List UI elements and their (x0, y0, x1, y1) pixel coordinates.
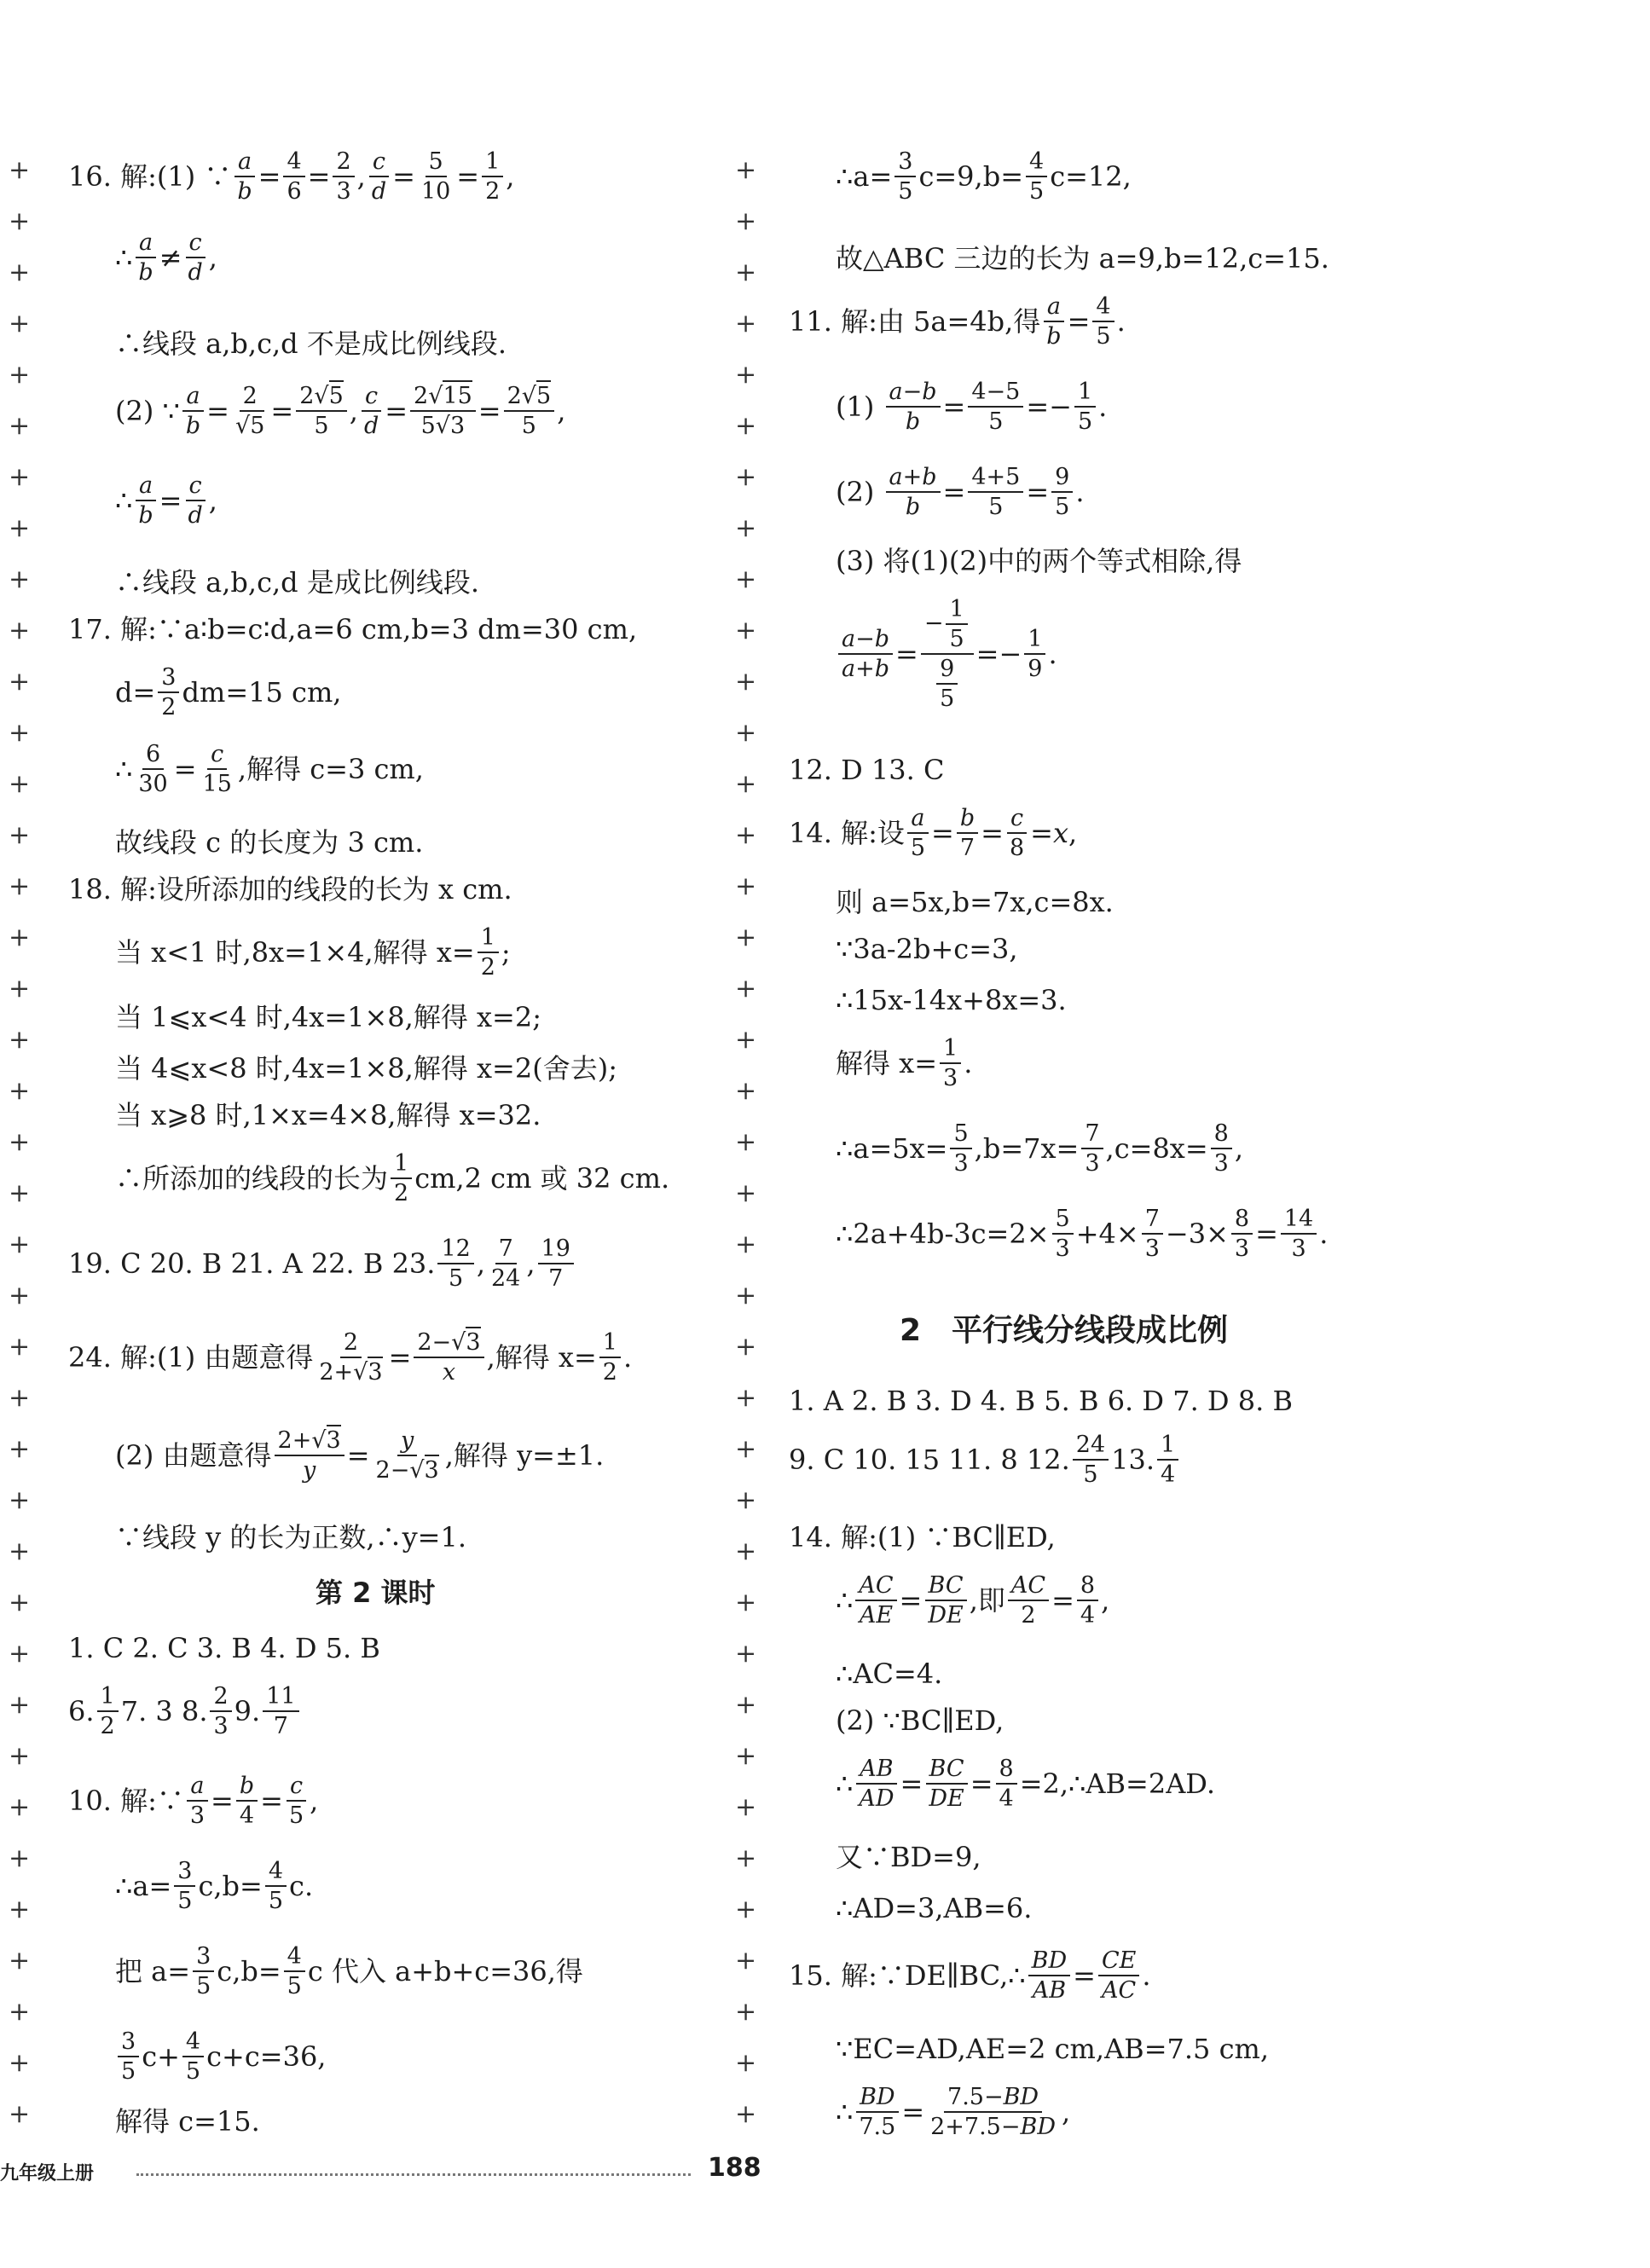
line-text: . (1116, 304, 1126, 338)
fraction: $\frac{2-√3}{x}$ (414, 1330, 483, 1385)
line-text: (2) ∵ (115, 394, 180, 427)
fraction: $\frac{1}{2}$ (482, 149, 503, 204)
fraction: $\frac{8}{4}$ (996, 1756, 1017, 1811)
problem-17-line-4: 故线段 c 的长度为 3 cm. (115, 826, 424, 859)
fraction: $\frac{a}{3}$ (187, 1773, 208, 1828)
line-text: ∴ (115, 240, 133, 274)
answers-9-13 (789, 1432, 1181, 1487)
geometry-14-line-5: ∴ $\frac{AB}{AD}$ = $\frac{BC}{DE}$ = $\frac{8}{4}$ =2,∴AB=2AD. (836, 1756, 1215, 1813)
problem-14-line-2: 则 a=5x,b=7x,c=8x. (836, 886, 1114, 918)
problem-11-line-4: (3) 将(1)(2)中的两个等式相除,得 (836, 545, 1242, 577)
line-text: c+c=36, (206, 2039, 327, 2073)
fraction: $\frac{a}{b}$ (234, 149, 255, 204)
line-text: (2) 由题意得 (115, 1438, 272, 1472)
fraction: $\frac{1}{4}$ (1157, 1432, 1178, 1487)
problem-10-line-2 (68, 1859, 313, 1913)
line-text: . (1142, 1958, 1151, 1992)
fraction: $\frac{9}{5}$ (936, 657, 958, 711)
problem-11-line-1: 11. 解:由 5a=4b,得 $\frac{a}{b}$ = $\frac{4}{5}$ . (789, 293, 1126, 350)
problem-14-line-4: ∴15x-14x+8x=3. (836, 984, 1067, 1016)
line-text: ∴a= (836, 159, 893, 193)
fraction: $\frac{5}{3}$ (1052, 1206, 1074, 1261)
fraction: $\frac{4}{5}$ (182, 2029, 204, 2084)
fraction: $\frac{AB}{AD}$ (855, 1756, 897, 1811)
problem-14-line-3: ∵3a-2b+c=3, (836, 933, 1018, 965)
geometry-14-line-4: (2) ∵BC∥ED, (836, 1704, 1004, 1737)
problem-24-line-1: 24. 解:(1) 由题意得 $\frac{2}{2+√3}$ = $\frac{2-√3}{x}$ ,解得 x= $\frac{1}{2}$ . (68, 1330, 632, 1385)
problem-14-line-7: ∴2a+4b-3c=2× $\frac{5}{3}$ +4× $\frac{7}{3}$ −3× $\frac{8}{3}$ = $\frac{14}{3}$ . (836, 1206, 1329, 1263)
line-text: . (622, 1340, 633, 1374)
line-text: c 代入 a+b+c=36,得 (307, 1954, 583, 1987)
fraction: $\frac{c}{15}$ (202, 741, 232, 798)
fraction: $\frac{7}{24}$ (490, 1235, 521, 1293)
answers-19-23: 19. C 20. B 21. A 22. B 23. $\frac{12}{5}$ , $\frac{7}{24}$ , $\frac{19}{7}$ (68, 1236, 576, 1291)
problem-14-line-5 (789, 1036, 972, 1091)
geometry-14-line-2: ∴ $\frac{AC}{AE}$ = $\frac{BC}{DE}$ ,即 $\frac{AC}{2}$ = $\frac{8}{4}$ , (836, 1572, 1110, 1629)
fraction: $\frac{4}{5}$ (1092, 294, 1114, 349)
fraction: $\frac{c}{d}$ (184, 230, 206, 285)
line-text: cm,2 cm 或 32 cm. (414, 1161, 670, 1195)
fraction: $\frac{b}{7}$ (957, 806, 978, 860)
fraction: $\frac{c}{5}$ (286, 1773, 307, 1828)
line-text: c=9,b= (918, 159, 1023, 193)
line-text: ∴ (836, 2095, 854, 2128)
fraction: $\frac{a}{b}$ (1043, 294, 1064, 349)
compound-fraction: − $\frac{1}{5}$ $\frac{9}{5}$ (921, 597, 974, 712)
line-text: (1) (836, 390, 875, 423)
fraction: $\frac{4-5}{5}$ (968, 379, 1023, 434)
fraction: $\frac{5}{3}$ (950, 1121, 971, 1176)
line-text: c,b= (198, 1869, 263, 1902)
problem-18-line-4: 当 4⩽x<8 时,4x=1×8,解得 x=2(舍去); (115, 1052, 617, 1085)
geometry-14-line-1: 14. 解:(1) ∵BC∥ED, (789, 1521, 1056, 1553)
fraction: $\frac{6}{30}$ (138, 741, 168, 798)
fraction: $\frac{c}{d}$ (368, 149, 390, 204)
fraction: $\frac{BC}{DE}$ (924, 1573, 966, 1628)
answers-1-5: 1. C 2. C 3. B 4. D 5. B (68, 1632, 380, 1664)
line-text: 7. 3 8. (120, 1694, 208, 1727)
line-text: 当 x<1 时,8x=1×4,解得 x= (115, 935, 475, 969)
fraction: $\frac{a}{b}$ (182, 384, 204, 438)
problem-16-line-5: ∴ $\frac{a}{b}$ = $\frac{c}{d}$ , (115, 472, 217, 529)
problem-10-cont-line-2: 故△ABC 三边的长为 a=9,b=12,c=15. (836, 242, 1329, 275)
fraction: $\frac{1}{2}$ (478, 925, 499, 980)
fraction: $\frac{3}{5}$ (193, 1944, 214, 1999)
line-text: c. (289, 1869, 314, 1902)
problem-10-line-1: 10. 解:∵ $\frac{a}{3}$ = $\frac{b}{4}$ = $\frac{c}{5}$ , (68, 1773, 319, 1830)
line-text: 把 a= (115, 1954, 191, 1987)
fraction: $\frac{2}{3}$ (210, 1684, 231, 1739)
problem-16-line-2: ∴ $\frac{a}{b}$ ≠ $\frac{c}{d}$ , (115, 229, 217, 286)
problem-18-line-3: 当 1⩽x<4 时,4x=1×8,解得 x=2; (115, 1001, 542, 1033)
fraction: $\frac{AC}{2}$ (1008, 1573, 1049, 1628)
line-text: ∴所添加的线段的长为 (115, 1161, 389, 1195)
line-text: ,解得 y=±1. (444, 1438, 605, 1472)
line-text: , (1062, 2095, 1071, 2128)
fraction: $\frac{2+√3}{y}$ (275, 1428, 344, 1483)
fraction: $\frac{8}{3}$ (1231, 1206, 1253, 1261)
geometry-15-line-1: 15. 解:∵DE∥BC,∴ $\frac{BD}{AB}$ = $\frac{CE}{AC}$ . (789, 1947, 1151, 2005)
fraction: $\frac{2√5}{5}$ (296, 384, 347, 438)
problem-number: 16. (68, 159, 112, 193)
fraction: $\frac{AC}{AE}$ (855, 1573, 896, 1628)
fraction: $\frac{a+b}{b}$ (886, 465, 941, 519)
geometry-14-line-3: ∴AC=4. (836, 1658, 943, 1690)
line-text: , (1101, 1583, 1110, 1617)
line-text: 14. 解:设 (789, 816, 905, 849)
fraction: $\frac{7}{3}$ (1081, 1121, 1103, 1176)
problem-18-line-5: 当 x⩾8 时,1×x=4×8,解得 x=32. (115, 1099, 541, 1131)
line-text: 6. (68, 1694, 95, 1727)
fraction: $\frac{2}{3}$ (333, 149, 354, 204)
section-title: 2 平行线分线段成比例 (900, 1313, 1229, 1348)
fraction: $\frac{2√5}{5}$ (504, 384, 555, 438)
fraction: $\frac{11}{7}$ (263, 1684, 298, 1739)
line-text: 9. C 10. 15 11. 8 12. (789, 1443, 1070, 1476)
fraction: $\frac{1}{5}$ (1074, 379, 1096, 434)
problem-16-line-4: (2) ∵ $\frac{a}{b}$ = $\frac{2}{√5}$ = $\frac{2√5}{5}$ , $\frac{c}{d}$ = $\frac{2√15}{5√3}$ = $\frac{2√5}{5}$ , (68, 384, 565, 438)
fraction: $\frac{24}{5}$ (1073, 1432, 1109, 1487)
fraction: $\frac{BD}{7.5}$ (855, 2085, 899, 2139)
problem-17-line-1: 17. 解:∵a∶b=c∶d,a=6 cm,b=3 dm=30 cm, (68, 613, 638, 645)
fraction: $\frac{a-b}{a+b}$ (838, 627, 893, 681)
line-text: 11. 解:由 5a=4b,得 (789, 304, 1041, 338)
fraction: $\frac{1}{2}$ (599, 1330, 621, 1385)
section-subtitle: 第 2 课时 (316, 1577, 436, 1609)
answers-1-8: 1. A 2. B 3. D 4. B 5. B 6. D 7. D 8. B (789, 1385, 1293, 1417)
problem-24-line-3: ∵线段 y 的长为正数,∴y=1. (115, 1521, 467, 1553)
problem-10-cont-line-1 (789, 149, 1132, 204)
fraction: $\frac{BD}{AB}$ (1028, 1948, 1071, 2003)
fraction: $\frac{c}{d}$ (184, 473, 206, 528)
fraction: $\frac{a}{5}$ (907, 806, 929, 860)
line-text: c,b= (217, 1954, 281, 1987)
line-text: 15. 解:∵DE∥BC,∴ (789, 1958, 1026, 1992)
fraction: $\frac{7}{3}$ (1142, 1206, 1163, 1261)
page-number: 188 (708, 2153, 761, 2183)
fraction: $\frac{3}{2}$ (158, 665, 179, 720)
fraction: $\frac{a}{b}$ (135, 473, 156, 528)
line-text: 19. C 20. B 21. A 22. B 23. (68, 1247, 436, 1280)
fraction: $\frac{4}{5}$ (265, 1859, 287, 1913)
fraction: $\frac{CE}{AC}$ (1098, 1948, 1139, 2003)
answers-6-9 (68, 1684, 302, 1739)
line-text: =2,∴AB=2AD. (1019, 1767, 1215, 1800)
line-text: c+ (142, 2039, 180, 2073)
fraction: $\frac{1}{2}$ (391, 1151, 412, 1206)
footer-dotted-rule (136, 2173, 691, 2176)
fraction: $\frac{3}{5}$ (174, 1859, 195, 1913)
line-text: (2) (836, 475, 875, 508)
problem-10-line-4 (68, 2029, 326, 2084)
line-text: ∴a=5x= (836, 1131, 948, 1165)
fraction: $\frac{5}{10}$ (420, 148, 451, 205)
line-text: ∴ (115, 752, 133, 785)
fraction: $\frac{4}{6}$ (283, 149, 304, 204)
problem-14-line-1: 14. 解:设 $\frac{a}{5}$ = $\frac{b}{7}$ = $\frac{c}{8}$ = x , (789, 805, 1078, 862)
fraction: $\frac{4+5}{5}$ (968, 465, 1023, 519)
line-text: ,解得 c=3 cm, (237, 752, 424, 785)
line-text: 解:(1) ∵ (120, 159, 232, 193)
answer-page: + + + + + + + + + + + + + + + + + + + + + + + + + + + + + + + + + + + + + + + + + + + + + + + + + + + + + + + + + + + + + + + + + + + + + + + + + + + + + + 16. 解:(1) ∵ $\frac{a}{b}$ = $\frac{4}{6}$ = $\frac{2}{3}$ , $\frac{c}{d}$ = $\frac{5}{10}$ = $\frac{1}{2}$ , ∴ $\frac{a}{b}$ ≠ $\frac{c}{d}$ , ∴线段 a,b,c,d 不是成比例线段. (2) ∵ $\frac{a}{b}$ = $\frac{2}{√5}$ = $\frac{2√5}{5}$ , $\frac{c}{d}$ = $\frac{2√15}{5√3}$ = $\frac{2√5}{5}$ , ∴ $\frac{a}{b}$ = $\frac{c}{d}$ , ∴线段 a,b,c,d 是成比例线段. 17. 解:∵a∶b=c∶d,a=6 cm,b=3 dm=30 cm, d= $\frac{3}{2}$ dm=15 cm, ∴ $\frac{6}{30}$ = $\frac{c}{15}$ ,解得 c=3 cm, 故线段 c 的长度为 3 cm. 18. 解:设所添加的线段的长为 x cm. 当 x<1 时,8x=1×4,解得 x= $\frac{1}{2}$ ; 当 1⩽x<4 时,4x=1×8,解得 x=2; 当 4⩽x<8 时,4x=1×8,解得 x=2(舍去); 当 x⩾8 时,1×x=4×8,解得 x=32. ∴所添加的线段的长为 $\frac{1}{2}$ cm,2 cm 或 32 cm. 19. C 20. B 21. A 22. B 23. $\frac{12}{5}$ , $\frac{7}{24}$ , $\frac{19}{7}$ 24. 解:(1) 由题意得 $\frac{2}{2+√3}$ = $\frac{2-√3}{x}$ ,解得 x= $\frac{1}{2}$ . (2) 由题意得 $\frac{2+√3}{y}$ = $\frac{y}{2-√3}$ ,解得 y=±1. ∵线段 y 的长为正数,∴y=1. 第 2 课时 1. C 2. C 3. B 4. D 5. B 6. $\frac{1}{2}$ 7. 3 8. $\frac{2}{3}$ 9. $\frac{11}{7}$ 10. 解:∵ $\frac{a}{3}$ = $\frac{b}{4}$ = $\frac{c}{5}$ , ∴a= $\frac{3}{5}$ c,b= $\frac{4}{5}$ c. 把 a= $\frac{3}{5}$ c,b= $\frac{4}{5}$ c 代入 a+b+c=36,得 $\frac{3}{5}$ c+ $\frac{4}{5}$ c+c=36, 解得 c=15. ∴a= $\frac{3}{5}$ c=9,b= $\frac{4}{5}$ c=12, 故△ABC 三边的长为 a=9,b=12,c=15. 11. 解:由 5a=4b,得 $\frac{a}{b}$ = $\frac{4}{5}$ . (1) $\frac{a-b}{b}$ = $\frac{4-5}{5}$ =− $\frac{1}{5}$ . (2) $\frac{a+b}{b}$ = $\frac{4+5}{5}$ = $\frac{9}{5}$ . (3) 将(1)(2)中的两个等式相除,得 $\frac{a-b}{a+b}$ = − $\frac{1}{5}$ $\frac{9}{5}$ =− $\frac{1}{9}$ . 12. D 13. C 14. 解:设 $\frac{a}{5}$ = $\frac{b}{7}$ = $\frac{c}{8}$ = x , 则 a=5x,b=7x,c=8x. ∵3a-2b+c=3, ∴15x-14x+8x=3. 解得 x= $\frac{1}{3}$ . ∴a=5x= $\frac{5}{3}$ ,b=7x= $\frac{7}{3}$ ,c=8x= $\frac{8}{3}$ , ∴2a+4b-3c=2× $\frac{5}{3}$ +4× $\frac{7}{3}$ −3× $\frac{8}{3}$ = $\frac{14}{3}$ . 2 平行线分线段成比例 1. A 2. B 3. D 4. B 5. B 6. D 7. D 8. B 9. C 10. 15 11. 8 12. $\frac{24}{5}$ 13. $\frac{1}{4}$ 14. 解:(1) ∵BC∥ED, ∴ $\frac{AC}{AE}$ = $\frac{BC}{DE}$ ,即 $\frac{AC}{2}$ = $\frac{8}{4}$ , ∴AC=4. (2) ∵BC∥ED, ∴ $\frac{AB}{AD}$ = $\frac{BC}{DE}$ = $\frac{8}{4}$ =2,∴AB=2AD. 又∵BD=9, ∴AD=3,AB=6. 15. 解:∵DE∥BC,∴ $\frac{BD}{AB}$ = $\frac{CE}{AC}$ . ∵EC=AD,AE=2 cm,AB=7.5 cm, ∴ $\frac{BD}{7.5}$ = $\frac{7.5-BD}{2+7.5-BD}$ , 九年级上册 188 (0, 148, 1329, 2184)
fraction: $\frac{1}{2}$ (97, 1684, 119, 1739)
fraction: $\frac{a}{b}$ (135, 230, 156, 285)
geometry-14-line-7: ∴AD=3,AB=6. (836, 1892, 1033, 1924)
fraction: $\frac{4}{5}$ (1026, 149, 1047, 204)
fraction: $\frac{1}{9}$ (1024, 627, 1045, 681)
answers-12-13: 12. D 13. C (789, 754, 945, 786)
fraction: $\frac{c}{8}$ (1006, 806, 1028, 860)
problem-17-line-3: ∴ $\frac{6}{30}$ = $\frac{c}{15}$ ,解得 c=3 cm, (115, 741, 424, 798)
fraction: $\frac{8}{3}$ (1211, 1121, 1232, 1176)
problem-11-line-3: (2) $\frac{a+b}{b}$ = $\frac{4+5}{5}$ = $\frac{9}{5}$ . (836, 464, 1085, 521)
line-text: 24. 解:(1) 由题意得 (68, 1340, 314, 1374)
fraction: $\frac{2}{√5}$ (234, 383, 265, 440)
fraction: $\frac{c}{d}$ (361, 384, 382, 438)
problem-18-line-2 (68, 925, 511, 980)
fraction: $\frac{8}{4}$ (1077, 1573, 1098, 1628)
line-text: . (964, 1046, 973, 1079)
line-text: ∴ (115, 483, 133, 517)
fraction: $\frac{7.5-BD}{2+7.5-BD}$ (930, 2084, 1056, 2141)
geometry-15-line-3: ∴ $\frac{BD}{7.5}$ = $\frac{7.5-BD}{2+7.5-BD}$ , (836, 2084, 1071, 2141)
line-text: ∴a= (115, 1869, 172, 1902)
fraction: $\frac{12}{5}$ (437, 1236, 473, 1291)
geometry-15-line-2: ∵EC=AD,AE=2 cm,AB=7.5 cm, (836, 2033, 1269, 2065)
line-text: 10. 解:∵ (68, 1784, 184, 1817)
fraction: $\frac{3}{5}$ (118, 2029, 139, 2084)
fraction: $\frac{1}{3}$ (940, 1036, 961, 1091)
problem-16-line-6: ∴线段 a,b,c,d 是成比例线段. (115, 566, 480, 599)
problem-11-line-2: (1) $\frac{a-b}{b}$ = $\frac{4-5}{5}$ =− $\frac{1}{5}$ . (836, 379, 1108, 436)
line-text: ∴ (836, 1767, 854, 1800)
fraction: $\frac{BC}{DE}$ (925, 1756, 967, 1811)
line-text: ; (501, 935, 511, 969)
fraction: $\frac{9}{5}$ (1051, 465, 1073, 519)
problem-11-line-5: $\frac{a-b}{a+b}$ = − $\frac{1}{5}$ $\frac{9}{5}$ =− $\frac{1}{9}$ . (789, 597, 1057, 712)
problem-17-line-2 (68, 665, 341, 720)
fraction: $\frac{14}{3}$ (1281, 1206, 1317, 1261)
line-text: d= (115, 675, 156, 709)
line-text: ,即 (969, 1583, 1005, 1617)
fraction: $\frac{2√15}{5√3}$ (410, 384, 476, 438)
line-text: ,解得 x= (486, 1340, 597, 1374)
fraction: $\frac{19}{7}$ (538, 1236, 574, 1291)
problem-14-line-6: ∴a=5x= $\frac{5}{3}$ ,b=7x= $\frac{7}{3}$ ,c=8x= $\frac{8}{3}$ , (836, 1120, 1244, 1177)
line-text: dm=15 cm, (182, 675, 342, 709)
fraction: $\frac{3}{5}$ (894, 149, 916, 204)
geometry-14-line-6: 又∵BD=9, (836, 1841, 981, 1873)
problem-10-line-5: 解得 c=15. (115, 2105, 260, 2138)
fraction: $\frac{b}{4}$ (236, 1773, 258, 1828)
footer-grade-label: 九年级上册 (0, 2163, 95, 2184)
fraction: $\frac{4}{5}$ (284, 1944, 305, 1999)
line-text: ∴ (836, 1583, 854, 1617)
line-text: c=12, (1050, 159, 1132, 193)
problem-16-line-3: ∴线段 a,b,c,d 不是成比例线段. (115, 327, 507, 360)
line-text: 9. (234, 1694, 261, 1727)
fraction: $\frac{2}{2+√3}$ (319, 1329, 383, 1386)
problem-18-line-1: 18. 解:设所添加的线段的长为 x cm. (68, 873, 512, 905)
line-text: 13. (1111, 1443, 1155, 1476)
fraction: $\frac{y}{2-√3}$ (375, 1427, 439, 1484)
problem-24-line-2: (2) 由题意得 $\frac{2+√3}{y}$ = $\frac{y}{2-√3}$ ,解得 y=±1. (68, 1428, 604, 1483)
line-text: 解得 x= (836, 1046, 938, 1079)
problem-10-line-3 (68, 1944, 583, 1999)
fraction: $\frac{a-b}{b}$ (886, 379, 941, 434)
line-text: ∴2a+4b-3c=2× (836, 1217, 1050, 1250)
fraction: $\frac{1}{5}$ (946, 597, 967, 651)
problem-18-line-6 (68, 1151, 669, 1206)
problem-16-line-1: 16. 解:(1) ∵ $\frac{a}{b}$ = $\frac{4}{6}$ = $\frac{2}{3}$ , $\frac{c}{d}$ = $\frac{5}{10}$ = $\frac{1}{2}$ , (68, 148, 515, 205)
